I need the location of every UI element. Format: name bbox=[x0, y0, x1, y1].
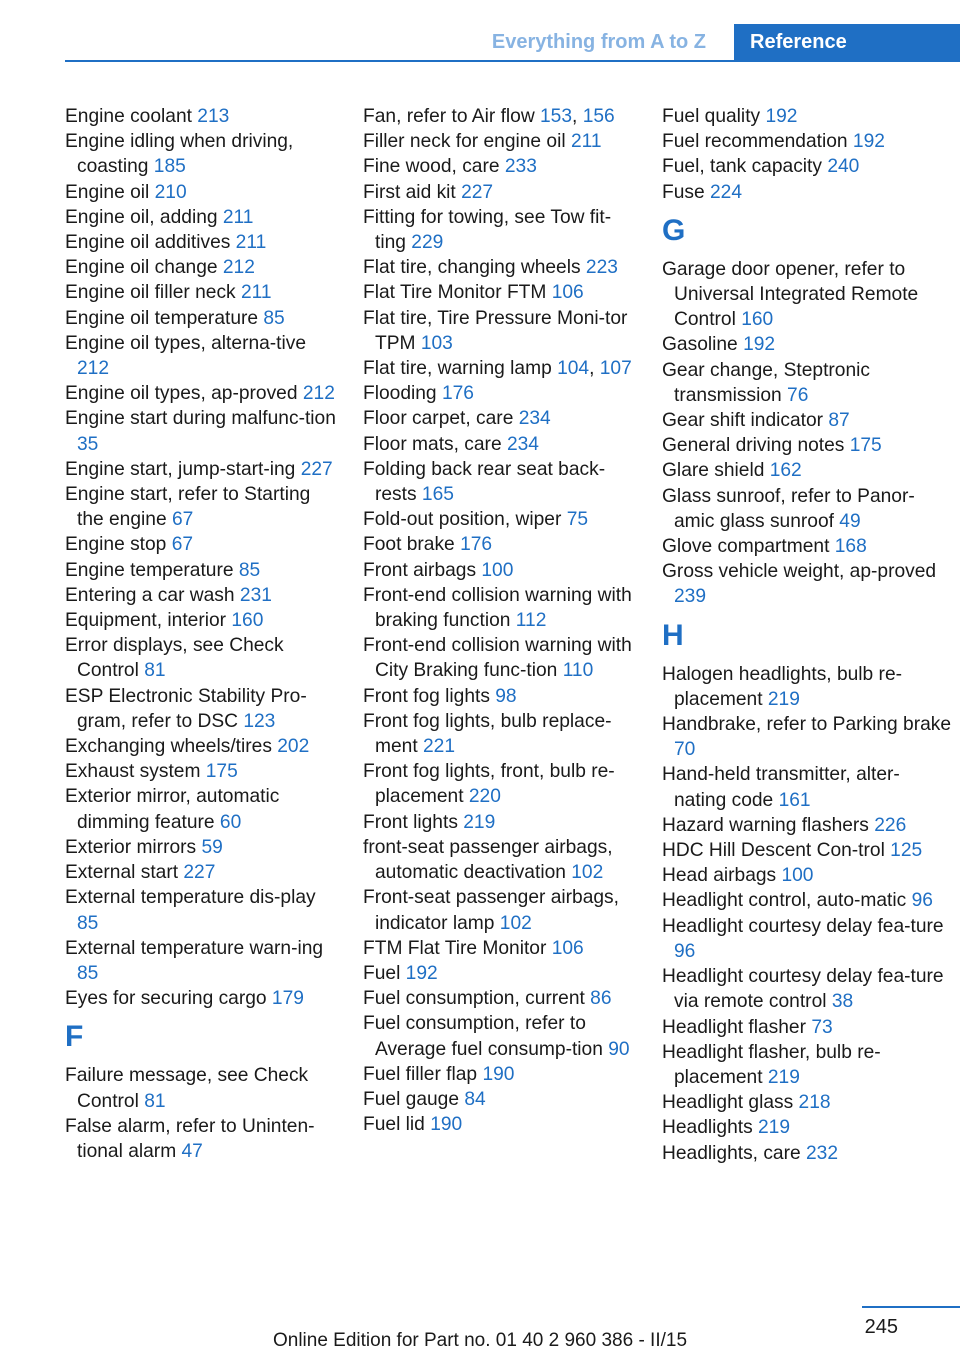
index-entry-term: Exterior mirror, automatic dimming feature bbox=[65, 786, 280, 833]
index-entry-term: Fuel, tank capacity bbox=[662, 156, 828, 178]
page-ref-separator: , bbox=[589, 358, 600, 380]
index-entry bbox=[65, 1063, 340, 1113]
index-entry bbox=[363, 104, 638, 129]
index-column-2 bbox=[363, 104, 638, 1137]
page-reference-link[interactable]: 67 bbox=[171, 509, 194, 531]
index-entry bbox=[363, 180, 638, 205]
page-reference-link[interactable]: 100 bbox=[781, 865, 814, 887]
page-reference-link[interactable]: 98 bbox=[495, 685, 517, 707]
page-reference-link[interactable]: 86 bbox=[590, 988, 612, 1010]
index-entry-term: Fuel filler flap bbox=[363, 1063, 483, 1085]
index-entry bbox=[363, 885, 638, 935]
index-entry-term: Front fog lights, front, bulb re-placement bbox=[363, 761, 615, 808]
index-entry-term: Garage door opener, refer to Universal Integrated Remote Control bbox=[662, 258, 919, 331]
index-entry-term: Gear change, Steptronic transmission bbox=[662, 359, 870, 406]
index-entry-term: Engine oil types, ap-proved bbox=[65, 383, 303, 405]
index-entry bbox=[65, 684, 340, 734]
index-entry bbox=[363, 709, 638, 759]
index-entry-term: Front lights bbox=[363, 811, 464, 833]
page-reference-link[interactable]: 176 bbox=[460, 534, 493, 556]
index-entry bbox=[65, 129, 340, 179]
page-reference-link[interactable]: 103 bbox=[420, 332, 453, 354]
index-entry bbox=[662, 762, 952, 812]
index-entry bbox=[662, 1040, 952, 1090]
index-entry-term: Engine oil types, alterna-tive bbox=[65, 332, 307, 354]
index-entry-term: Glass sunroof, refer to Panor-amic glass sunroof bbox=[662, 485, 915, 532]
index-entry bbox=[662, 813, 952, 838]
page-reference-link[interactable]: 85 bbox=[77, 912, 99, 934]
index-entry bbox=[363, 558, 638, 583]
index-entry bbox=[662, 1115, 952, 1140]
index-entry bbox=[662, 104, 952, 129]
index-entry bbox=[65, 306, 340, 331]
index-entry bbox=[65, 835, 340, 860]
index-entry bbox=[65, 230, 340, 255]
page-reference-link[interactable]: 102 bbox=[499, 912, 532, 934]
index-entry-term: Glove compartment bbox=[662, 536, 835, 558]
index-entry bbox=[363, 432, 638, 457]
index-entry bbox=[363, 961, 638, 986]
index-letter-heading: H bbox=[662, 618, 684, 652]
index-entry-term: Flat Tire Monitor FTM bbox=[363, 282, 552, 304]
page-reference-link[interactable]: 81 bbox=[144, 1090, 166, 1112]
page-reference-link[interactable]: 81 bbox=[144, 660, 166, 682]
page-reference-link[interactable]: 165 bbox=[421, 484, 454, 506]
index-entry bbox=[65, 633, 340, 683]
index-entry-term: Filler neck for engine oil bbox=[363, 131, 571, 153]
index-entry bbox=[662, 888, 952, 913]
index-entry bbox=[65, 180, 340, 205]
index-entry bbox=[65, 784, 340, 834]
index-entry bbox=[65, 1114, 340, 1164]
page-reference-link[interactable]: 240 bbox=[827, 156, 860, 178]
index-entry-term: Error displays, see Check Control bbox=[65, 635, 284, 682]
page-reference-link[interactable]: 211 bbox=[570, 131, 602, 153]
index-entry bbox=[65, 457, 340, 482]
page-reference-link[interactable]: 223 bbox=[585, 257, 618, 279]
index-entry-term: Foot brake bbox=[363, 534, 461, 556]
index-entry-term: Head airbags bbox=[662, 865, 782, 887]
index-entry bbox=[65, 104, 340, 129]
index-entry bbox=[363, 457, 638, 507]
index-letter-heading: G bbox=[662, 213, 686, 247]
index-entry bbox=[662, 863, 952, 888]
page-reference-link[interactable]: 234 bbox=[518, 408, 551, 430]
index-entry bbox=[363, 205, 638, 255]
index-entry-term: Front-end collision warning with braking function bbox=[363, 584, 632, 632]
index-entry-term: Gear shift indicator bbox=[662, 410, 829, 432]
page-reference-link[interactable]: 125 bbox=[890, 840, 923, 862]
page-reference-link[interactable]: 168 bbox=[834, 536, 867, 558]
index-entry-term: Engine start, jump-start-ing bbox=[65, 458, 301, 480]
page-reference-link[interactable]: 96 bbox=[674, 940, 696, 962]
page-reference-link[interactable]: 202 bbox=[277, 736, 310, 758]
index-entry-term: Failure message, see Check Control bbox=[65, 1065, 309, 1112]
page-reference-link[interactable]: 213 bbox=[197, 106, 230, 127]
index-entry-term: Fuel consumption, refer to Average fuel consump-tion bbox=[363, 1013, 609, 1060]
index-entry bbox=[662, 964, 952, 1014]
index-entry-term: Fan, refer to Air flow bbox=[363, 106, 541, 127]
index-entry bbox=[662, 332, 952, 357]
index-entry-term: Flat tire, warning lamp bbox=[363, 358, 558, 380]
page-reference-link[interactable]: 192 bbox=[405, 962, 438, 984]
index-entry-term: Fold-out position, wiper bbox=[363, 509, 567, 531]
page-reference-link[interactable]: 219 bbox=[767, 688, 800, 710]
index-entry-term: Engine temperature bbox=[65, 559, 239, 581]
page-reference-link[interactable]: 229 bbox=[411, 232, 444, 254]
index-entry bbox=[65, 885, 340, 935]
page-reference-link[interactable]: 35 bbox=[77, 433, 99, 455]
index-entry bbox=[65, 558, 340, 583]
index-entry bbox=[662, 154, 952, 179]
index-entry-term: Headlight flasher, bulb re-placement bbox=[662, 1041, 881, 1088]
page-reference-link[interactable]: 112 bbox=[515, 610, 547, 632]
page-reference-link[interactable]: 192 bbox=[743, 334, 776, 356]
index-entry-term: Headlight control, auto-matic bbox=[662, 890, 912, 912]
index-entry bbox=[363, 255, 638, 280]
footer-rule bbox=[862, 1306, 960, 1308]
index-entry-term: Fuel quality bbox=[662, 106, 766, 127]
index-entry-term: HDC Hill Descent Con-trol bbox=[662, 840, 891, 862]
page-number: 245 bbox=[864, 1316, 898, 1338]
index-entry bbox=[363, 406, 638, 431]
index-entry-term: Engine start, refer to Starting the engine bbox=[65, 484, 311, 531]
page-reference-link[interactable]: 212 bbox=[302, 383, 335, 405]
page-reference-link[interactable]: 227 bbox=[461, 181, 494, 203]
index-entry-term: False alarm, refer to Uninten-tional alarm bbox=[65, 1115, 315, 1162]
page-reference-link[interactable]: 96 bbox=[911, 890, 933, 912]
page-reference-link[interactable]: 60 bbox=[219, 811, 242, 833]
footer-edition-text: Online Edition for Part no. 01 40 2 960 386 - II/15 bbox=[272, 1330, 688, 1351]
index-entry bbox=[363, 356, 638, 381]
page-reference-link[interactable]: 227 bbox=[183, 862, 216, 884]
index-entry-term: Engine oil additives bbox=[65, 232, 236, 254]
page-reference-link[interactable]: 219 bbox=[463, 811, 496, 833]
page-reference-link[interactable]: 232 bbox=[805, 1142, 838, 1164]
page-reference-link[interactable]: 123 bbox=[243, 710, 276, 732]
index-entry bbox=[363, 1087, 638, 1112]
index-entry bbox=[662, 358, 952, 408]
index-entry bbox=[662, 408, 952, 433]
index-entry-term: Engine oil bbox=[65, 181, 155, 203]
page-reference-link[interactable]: 84 bbox=[464, 1088, 486, 1110]
index-entry-term: Folding back rear seat back-rests bbox=[363, 458, 606, 506]
index-entry-term: ESP Electronic Stability Pro-gram, refer to DSC bbox=[65, 685, 307, 732]
index-entry bbox=[65, 608, 340, 633]
index-entry-term: Engine oil, adding bbox=[65, 206, 223, 228]
index-entry bbox=[662, 458, 952, 483]
index-entry bbox=[363, 583, 638, 633]
index-entry-term: Flat tire, Tire Pressure Moni-tor TPM bbox=[363, 307, 628, 354]
index-column-1 bbox=[65, 104, 340, 1164]
page-reference-link[interactable]: 106 bbox=[551, 937, 584, 959]
index-entry-term: Floor mats, care bbox=[363, 433, 507, 455]
index-entry bbox=[363, 936, 638, 961]
index-entry bbox=[363, 129, 638, 154]
page-reference-link[interactable]: 239 bbox=[674, 586, 707, 608]
index-entry bbox=[662, 712, 952, 762]
page-reference-link[interactable]: 160 bbox=[231, 610, 264, 632]
page-reference-link[interactable]: 59 bbox=[201, 836, 223, 858]
index-entry-term: First aid kit bbox=[363, 181, 462, 203]
page-reference-link[interactable]: 179 bbox=[271, 988, 304, 1010]
index-entry bbox=[363, 633, 638, 683]
page-reference-link[interactable]: 38 bbox=[831, 991, 854, 1013]
index-entry-term: Engine oil filler neck bbox=[65, 282, 241, 304]
index-entry-term: Fuel recommendation bbox=[662, 131, 853, 153]
page-reference-link[interactable]: 219 bbox=[767, 1066, 800, 1088]
index-entry-term: Headlights bbox=[662, 1117, 758, 1139]
page-reference-link[interactable]: 211 bbox=[235, 232, 267, 254]
header-tab-reference: Reference bbox=[734, 24, 960, 62]
index-entry-term: External start bbox=[65, 862, 184, 884]
index-entry bbox=[363, 532, 638, 557]
index-entry bbox=[363, 507, 638, 532]
index-entry bbox=[662, 559, 952, 609]
page-reference-link[interactable]: 75 bbox=[566, 509, 589, 531]
page-reference-link[interactable]: 70 bbox=[674, 739, 696, 761]
page-reference-link[interactable]: 85 bbox=[77, 962, 99, 984]
index-entry-term: Engine coolant bbox=[65, 106, 198, 127]
page-reference-link[interactable]: 231 bbox=[239, 584, 272, 606]
index-column-3 bbox=[662, 104, 952, 1166]
index-entry bbox=[662, 180, 952, 205]
index-entry bbox=[662, 1141, 952, 1166]
index-entry bbox=[363, 381, 638, 406]
index-entry-term: Front-seat passenger airbags, indicator lamp bbox=[363, 887, 619, 934]
index-entry-term: Engine oil change bbox=[65, 257, 223, 279]
index-entry bbox=[662, 484, 952, 534]
index-entry-term: front-seat passenger airbags, automatic deactivation bbox=[363, 836, 613, 884]
index-entry-term: Exchanging wheels/tires bbox=[65, 736, 278, 758]
page-reference-link[interactable]: 192 bbox=[852, 131, 885, 153]
index-entry bbox=[65, 381, 340, 406]
page-reference-link[interactable]: 221 bbox=[423, 736, 456, 758]
index-entry-term: Fuel gauge bbox=[363, 1088, 465, 1110]
page-ref-separator: , bbox=[572, 106, 583, 127]
index-entry bbox=[363, 280, 638, 305]
index-entry bbox=[65, 860, 340, 885]
page-reference-link[interactable]: 90 bbox=[608, 1038, 630, 1060]
index-entry-term: Gross vehicle weight, ap-proved bbox=[662, 561, 937, 583]
index-entry bbox=[363, 986, 638, 1011]
index-entry-term: Engine idling when driving, coasting bbox=[65, 131, 294, 178]
index-entry-term: Fuel lid bbox=[363, 1114, 431, 1136]
index-entry-term: FTM Flat Tire Monitor bbox=[363, 937, 552, 959]
index-entry bbox=[363, 1062, 638, 1087]
index-entry-term: External temperature warn-ing bbox=[65, 937, 324, 959]
index-entry-term: Hand-held transmitter, alter-nating code bbox=[662, 764, 900, 811]
index-entry bbox=[65, 734, 340, 759]
header-rule bbox=[65, 60, 960, 62]
index-entry-term: Gasoline bbox=[662, 334, 744, 356]
page-reference-link[interactable]: 224 bbox=[710, 181, 743, 203]
index-entry-term: Equipment, interior bbox=[65, 610, 232, 632]
index-entry-term: Fitting for towing, see Tow fit-ting bbox=[363, 206, 612, 254]
page-reference-link[interactable]: 153 bbox=[540, 106, 573, 127]
index-entry-term: Flooding bbox=[363, 383, 442, 405]
page-reference-link[interactable]: 185 bbox=[153, 156, 186, 178]
index-entry-term: Glare shield bbox=[662, 460, 770, 482]
index-entry bbox=[662, 914, 952, 964]
index-entry bbox=[662, 662, 952, 712]
index-entry bbox=[363, 759, 638, 809]
index-entry bbox=[65, 986, 340, 1011]
index-entry bbox=[662, 257, 952, 333]
index-entry bbox=[363, 810, 638, 835]
page-reference-link[interactable]: 160 bbox=[741, 309, 774, 331]
page-reference-link[interactable]: 100 bbox=[481, 559, 514, 581]
page-reference-link[interactable]: 110 bbox=[562, 660, 594, 682]
page-reference-link[interactable]: 67 bbox=[171, 534, 194, 556]
page-reference-link[interactable]: 219 bbox=[758, 1117, 791, 1139]
index-entry bbox=[65, 280, 340, 305]
index-entry-term: Headlight courtesy delay fea-ture bbox=[662, 915, 944, 937]
header-section-title: Everything from A to Z bbox=[491, 31, 706, 53]
page-reference-link[interactable]: 175 bbox=[849, 435, 882, 457]
index-entry bbox=[65, 255, 340, 280]
index-entry-term: Headlight glass bbox=[662, 1092, 799, 1114]
index-entry-term: Hazard warning flashers bbox=[662, 814, 875, 836]
index-entry bbox=[662, 838, 952, 863]
index-entry-term: Fuel consumption, current bbox=[363, 988, 591, 1010]
page-reference-link[interactable]: 192 bbox=[765, 106, 798, 127]
page-reference-link[interactable]: 212 bbox=[77, 358, 110, 380]
index-entry-term: Handbrake, refer to Parking brake bbox=[662, 714, 952, 736]
index-entry-term: Headlights, care bbox=[662, 1142, 806, 1164]
index-letter-heading: F bbox=[65, 1020, 84, 1054]
page-reference-link[interactable]: 76 bbox=[787, 384, 809, 406]
page-reference-link[interactable]: 218 bbox=[798, 1092, 831, 1114]
page-reference-link[interactable]: 190 bbox=[430, 1114, 463, 1136]
page-reference-link[interactable]: 176 bbox=[441, 383, 474, 405]
page-reference-link[interactable]: 212 bbox=[222, 257, 255, 279]
index-entry bbox=[65, 532, 340, 557]
page-reference-link[interactable]: 175 bbox=[205, 761, 238, 783]
index-entry-term: Fine wood, care bbox=[363, 156, 505, 178]
index-entry bbox=[662, 534, 952, 559]
index-entry bbox=[65, 759, 340, 784]
index-entry-term: Headlight courtesy delay fea-ture via remote control bbox=[662, 966, 944, 1013]
index-entry bbox=[65, 406, 340, 456]
index-entry-term: Front-end collision warning with City Braking func-tion bbox=[363, 635, 632, 682]
index-entry-term: Exterior mirrors bbox=[65, 836, 202, 858]
index-entry-term: Halogen headlights, bulb re-placement bbox=[662, 663, 903, 710]
index-entry bbox=[662, 1090, 952, 1115]
page-reference-link[interactable]: 104 bbox=[557, 358, 590, 380]
page-reference-link[interactable]: 211 bbox=[240, 282, 272, 304]
index-entry-term: Front airbags bbox=[363, 559, 482, 581]
page-reference-link[interactable]: 190 bbox=[482, 1063, 515, 1085]
index-entry bbox=[363, 835, 638, 885]
index-entry-term: Fuel bbox=[363, 962, 406, 984]
page-reference-link[interactable]: 85 bbox=[238, 559, 261, 581]
index-entry-term: Front fog lights bbox=[363, 685, 496, 707]
page-reference-link[interactable]: 156 bbox=[582, 106, 615, 127]
index-entry bbox=[363, 306, 638, 356]
index-entry-term: Exhaust system bbox=[65, 761, 206, 783]
page-reference-link[interactable]: 226 bbox=[874, 814, 907, 836]
page-reference-link[interactable]: 233 bbox=[504, 156, 537, 178]
page-reference-link[interactable]: 234 bbox=[506, 433, 539, 455]
page-reference-link[interactable]: 220 bbox=[468, 786, 501, 808]
index-entry bbox=[662, 433, 952, 458]
index-entry bbox=[662, 1015, 952, 1040]
index-entry bbox=[65, 482, 340, 532]
page-reference-link[interactable]: 106 bbox=[551, 282, 584, 304]
index-entry bbox=[363, 154, 638, 179]
page-reference-link[interactable]: 227 bbox=[300, 458, 333, 480]
index-entry bbox=[363, 684, 638, 709]
page-reference-link[interactable]: 85 bbox=[263, 307, 285, 329]
page-reference-link[interactable]: 161 bbox=[778, 789, 811, 811]
index-entry bbox=[363, 1011, 638, 1061]
page-reference-link[interactable]: 210 bbox=[154, 181, 187, 203]
index-entry-term: Fuse bbox=[662, 181, 710, 203]
index-entry-term: Eyes for securing cargo bbox=[65, 988, 272, 1010]
index-entry bbox=[662, 129, 952, 154]
index-entry-term: Headlight flasher bbox=[662, 1016, 812, 1038]
index-entry-term: Entering a car wash bbox=[65, 584, 240, 606]
index-entry-term: General driving notes bbox=[662, 435, 850, 457]
page-reference-link[interactable]: 211 bbox=[222, 206, 254, 228]
page-reference-link[interactable]: 107 bbox=[599, 358, 632, 380]
index-entry bbox=[65, 331, 340, 381]
page-reference-link[interactable]: 73 bbox=[811, 1016, 833, 1038]
index-entry bbox=[65, 936, 340, 986]
page-reference-link[interactable]: 162 bbox=[769, 460, 802, 482]
index-entry-term: Floor carpet, care bbox=[363, 408, 519, 430]
index-entry-term: Flat tire, changing wheels bbox=[363, 257, 586, 279]
index-entry-term: Front fog lights, bulb replace-ment bbox=[363, 710, 612, 758]
index-entry-term: Engine oil temperature bbox=[65, 307, 264, 329]
page-reference-link[interactable]: 49 bbox=[839, 510, 861, 532]
index-entry-term: Engine start during malfunc-tion bbox=[65, 408, 336, 430]
index-entry bbox=[65, 205, 340, 230]
page-reference-link[interactable]: 102 bbox=[571, 862, 604, 884]
index-entry bbox=[363, 1112, 638, 1137]
index-entry-term: Engine stop bbox=[65, 534, 172, 556]
page-reference-link[interactable]: 87 bbox=[828, 410, 850, 432]
page-reference-link[interactable]: 47 bbox=[181, 1140, 203, 1162]
index-entry bbox=[65, 583, 340, 608]
index-entry-term: External temperature dis-play bbox=[65, 887, 316, 909]
